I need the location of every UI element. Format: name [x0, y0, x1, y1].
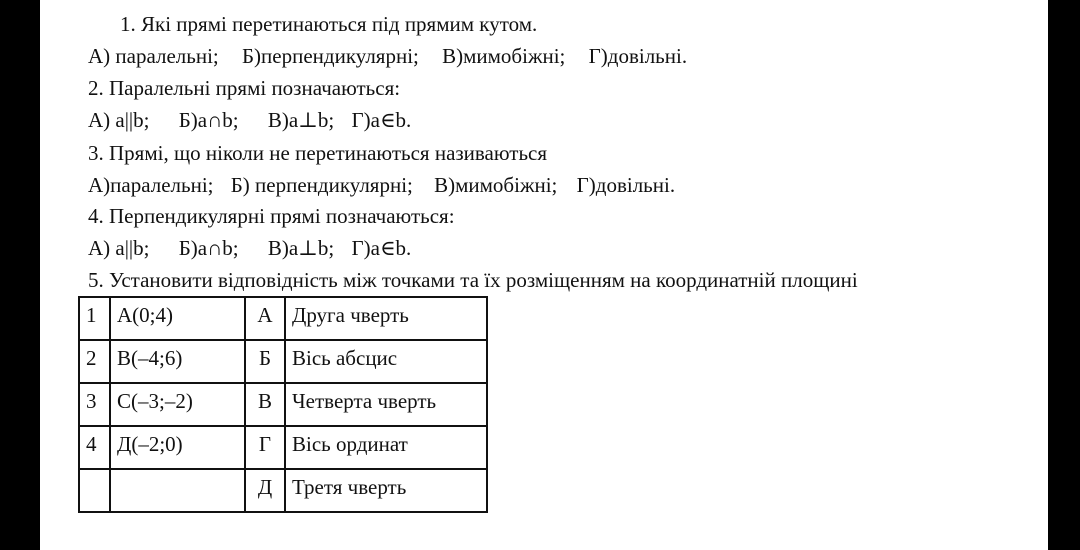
point-coordinates: С(–3;–2): [110, 383, 245, 426]
point-coordinates: [110, 469, 245, 512]
location-letter: Д: [245, 469, 285, 512]
option-a: А) паралельні;: [88, 44, 219, 68]
option-d: Г)a∈b.: [351, 236, 412, 260]
question-2: 2. Паралельні прямі позначаються:: [88, 76, 401, 100]
point-number: 1: [79, 297, 110, 340]
question-1: 1. Які прямі перетинаються під прямим кутом.: [120, 12, 538, 36]
point-coordinates: Д(–2;0): [110, 426, 245, 469]
point-number: 4: [79, 426, 110, 469]
table-row: [79, 383, 487, 426]
option-c: В)a⊥b;: [267, 236, 335, 260]
table-row: [79, 340, 487, 383]
location-description: Четверта чверть: [285, 383, 487, 426]
location-description: Третя чверть: [285, 469, 487, 512]
question-4: 4. Перпендикулярні прямі позначаються:: [88, 204, 455, 228]
option-d: Г)довільні.: [588, 44, 688, 68]
option-d: Г)довільні.: [576, 173, 676, 197]
option-b: Б) перпендикулярні;: [230, 173, 413, 197]
location-letter: Г: [245, 426, 285, 469]
option-c: В)мимобіжні;: [434, 173, 558, 197]
point-number: 2: [79, 340, 110, 383]
location-letter: А: [245, 297, 285, 340]
location-description: Вісь ординат: [285, 426, 487, 469]
matching-table: [78, 296, 488, 513]
location-description: Вісь абсцис: [285, 340, 487, 383]
question-4-options: [88, 236, 411, 260]
option-a: А)паралельні;: [88, 173, 214, 197]
point-coordinates: В(–4;6): [110, 340, 245, 383]
location-letter: В: [245, 383, 285, 426]
option-c: В)a⊥b;: [267, 108, 335, 132]
option-d: Г)a∈b.: [351, 108, 412, 132]
table-row: [79, 426, 487, 469]
point-number: [79, 469, 110, 512]
question-3: 3. Прямі, що ніколи не перетинаються називаються: [88, 141, 548, 165]
table-row: [79, 297, 487, 340]
option-b: Б)a∩b;: [178, 236, 239, 260]
question-5: 5. Установити відповідність між точками та їх розміщенням на координатній площині: [88, 268, 858, 292]
location-letter: Б: [245, 340, 285, 383]
table-row: [79, 469, 487, 512]
option-c: В)мимобіжні;: [442, 44, 566, 68]
question-3-options: [88, 173, 675, 197]
option-a: А) a||b;: [88, 236, 150, 260]
option-b: Б)a∩b;: [178, 108, 239, 132]
option-b: Б)перпендикулярні;: [242, 44, 419, 68]
point-number: 3: [79, 383, 110, 426]
question-1-options: [88, 44, 687, 68]
question-2-options: [88, 108, 411, 132]
option-a: А) a||b;: [88, 108, 150, 132]
point-coordinates: А(0;4): [110, 297, 245, 340]
document-page: [40, 0, 1048, 550]
location-description: Друга чверть: [285, 297, 487, 340]
